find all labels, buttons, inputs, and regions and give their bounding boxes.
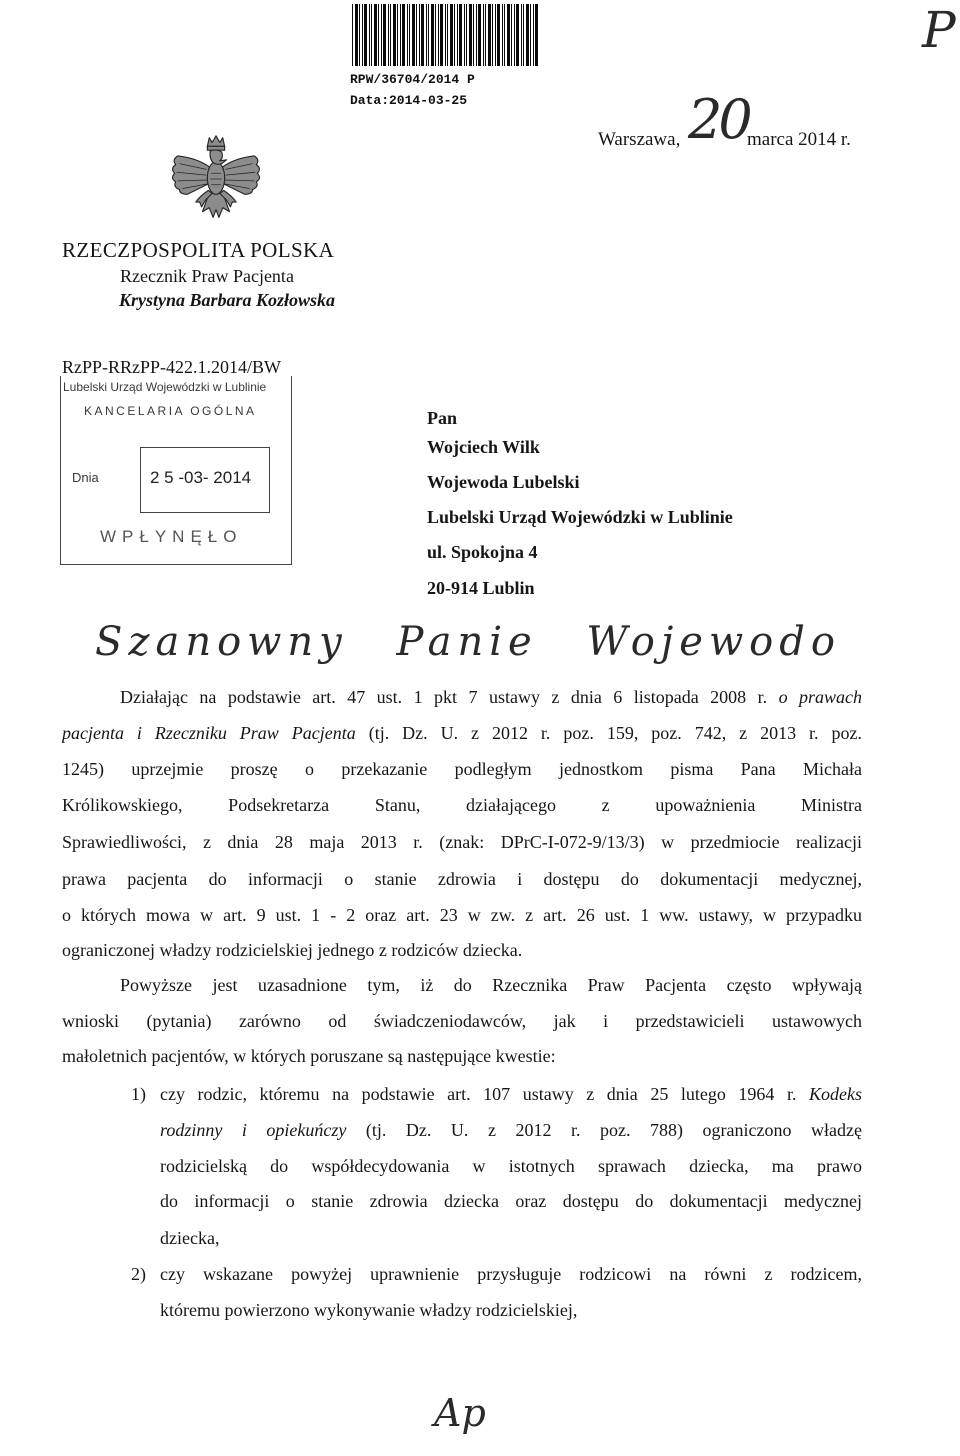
eagle-emblem bbox=[168, 134, 264, 224]
place: Warszawa, bbox=[598, 129, 681, 150]
text-segment: 1245) uprzejmie proszę o przekazanie podległym jednostkom pisma Pana Michała bbox=[62, 759, 862, 779]
text-segment: (tj. Dz. U. z 2012 r. poz. 159, poz. 742, z 2013 r. poz. bbox=[368, 723, 862, 743]
text-segment: dziecka, bbox=[160, 1228, 220, 1248]
italic-act-title: pacjenta i Rzeczniku Praw Pacjenta bbox=[62, 723, 356, 743]
text-segment: małoletnich pacjentów, w których poruszane są następujące kwestie: bbox=[62, 1046, 556, 1066]
italic-act-title: Kodeks bbox=[809, 1084, 862, 1104]
paragraph-1-line-2 bbox=[62, 722, 862, 744]
sender-name: Krystyna Barbara Kozłowska bbox=[119, 290, 336, 310]
text-segment: któremu powierzono wykonywanie władzy rodzicielskiej, bbox=[160, 1300, 578, 1320]
paragraph-1-line-6 bbox=[62, 868, 862, 890]
text-segment: Sprawiedliwości, z dnia 28 maja 2013 r. (znak: DPrC-I-072-9/13/3) w przedmiocie realizacji bbox=[62, 832, 862, 852]
stamp-status: WPŁYNĘŁO bbox=[100, 527, 243, 546]
list-item-1-line-5 bbox=[160, 1227, 862, 1249]
paragraph-2-line-3 bbox=[62, 1045, 862, 1067]
recipient-street: ul. Spokojna 4 bbox=[427, 542, 538, 562]
text-segment: czy rodzic, któremu na podstawie art. 107 ustawy z dnia 25 lutego 1964 r. bbox=[160, 1084, 797, 1104]
list-item-2-line-1 bbox=[160, 1263, 862, 1285]
paragraph-1-line-7 bbox=[62, 904, 862, 926]
paragraph-1-line-8 bbox=[62, 939, 862, 961]
list-item-1-line-1 bbox=[160, 1083, 862, 1105]
recipient-institution: Lubelski Urząd Wojewódzki w Lublinie bbox=[427, 507, 733, 527]
text-segment: ograniczonej władzy rodzicielskiej jednego z rodziców dziecka. bbox=[62, 940, 523, 960]
handwritten-corner-mark: P bbox=[922, 1, 956, 59]
text-segment: czy wskazane powyżej uprawnienie przysługuje rodzicowi na równi z rodzicem, bbox=[160, 1264, 862, 1284]
list-item-1-line-3 bbox=[160, 1155, 862, 1177]
text-segment: o których mowa w art. 9 ust. 1 - 2 oraz art. 23 w zw. z art. 26 ust. 1 ww. ustawy, w przypadku bbox=[62, 905, 862, 925]
text-segment: Królikowskiego, Podsekretarza Stanu, działającego z upoważnienia Ministra bbox=[62, 795, 862, 815]
month-year: marca 2014 r. bbox=[747, 129, 851, 150]
reference-number: RzPP-RRzPP-422.1.2014/BW bbox=[62, 357, 282, 377]
text-segment: (tj. Dz. U. z 2012 r. poz. 788) ograniczono władzę bbox=[365, 1120, 862, 1140]
paragraph-1-line-4 bbox=[62, 794, 862, 816]
list-item-1-line-2 bbox=[160, 1119, 862, 1141]
list-item-1-line-4 bbox=[160, 1190, 862, 1212]
recipient-name: Wojciech Wilk bbox=[427, 437, 540, 457]
handwritten-initials: Ap bbox=[434, 1391, 486, 1435]
text-segment: wnioski (pytania) zarówno od świadczeniodawców, jak i przedstawicieli ustawowych bbox=[62, 1011, 862, 1031]
italic-act-title: rodzinny i opiekuńczy bbox=[160, 1120, 347, 1140]
barcode-date: Data:2014-03-25 bbox=[350, 93, 468, 108]
text-segment: do informacji o stanie zdrowia dziecka oraz dostępu do dokumentacji medycznej bbox=[160, 1191, 862, 1211]
barcode-number: RPW/36704/2014 P bbox=[350, 72, 475, 87]
paragraph-2-line-1 bbox=[120, 974, 862, 996]
list-item-2-line-2 bbox=[160, 1299, 862, 1321]
stamp-date: 2 5 -03- 2014 bbox=[150, 468, 252, 487]
paragraph-1-line-5 bbox=[62, 831, 862, 853]
list-number-2: 2) bbox=[131, 1264, 146, 1284]
paragraph-1-line-3 bbox=[62, 758, 862, 780]
text-segment: Działając na podstawie art. 47 ust. 1 pkt 7 ustawy z dnia 6 listopada 2008 r. bbox=[120, 687, 768, 707]
recipient-city: 20-914 Lublin bbox=[427, 578, 535, 598]
barcode bbox=[352, 4, 542, 68]
list-number-1: 1) bbox=[131, 1084, 146, 1104]
recipient-position: Wojewoda Lubelski bbox=[427, 472, 580, 492]
paragraph-2-line-2 bbox=[62, 1010, 862, 1032]
sender-country: RZECZPOSPOLITA POLSKA bbox=[62, 238, 335, 262]
paragraph-1-line-1 bbox=[120, 686, 862, 708]
stamp-institution: Lubelski Urząd Wojewódzki w Lublinie bbox=[63, 380, 267, 394]
handwritten-day: 20 bbox=[688, 88, 749, 151]
recipient-title: Pan bbox=[427, 408, 458, 428]
stamp-date-label: Dnia bbox=[72, 470, 99, 485]
stamp-department: KANCELARIA OGÓLNA bbox=[84, 404, 257, 418]
sender-office: Rzecznik Praw Pacjenta bbox=[120, 266, 294, 286]
text-segment: rodzicielską do współdecydowania w istotnych sprawach dziecka, ma prawo bbox=[160, 1156, 862, 1176]
italic-act-title: o prawach bbox=[778, 687, 862, 707]
handwritten-salutation: Szanowny Panie Wojewodo bbox=[95, 619, 841, 665]
text-segment: prawa pacjenta do informacji o stanie zdrowia i dostępu do dokumentacji medycznej, bbox=[62, 869, 862, 889]
text-segment: Powyższe jest uzasadnione tym, iż do Rzecznika Praw Pacjenta często wpływają bbox=[120, 975, 862, 995]
